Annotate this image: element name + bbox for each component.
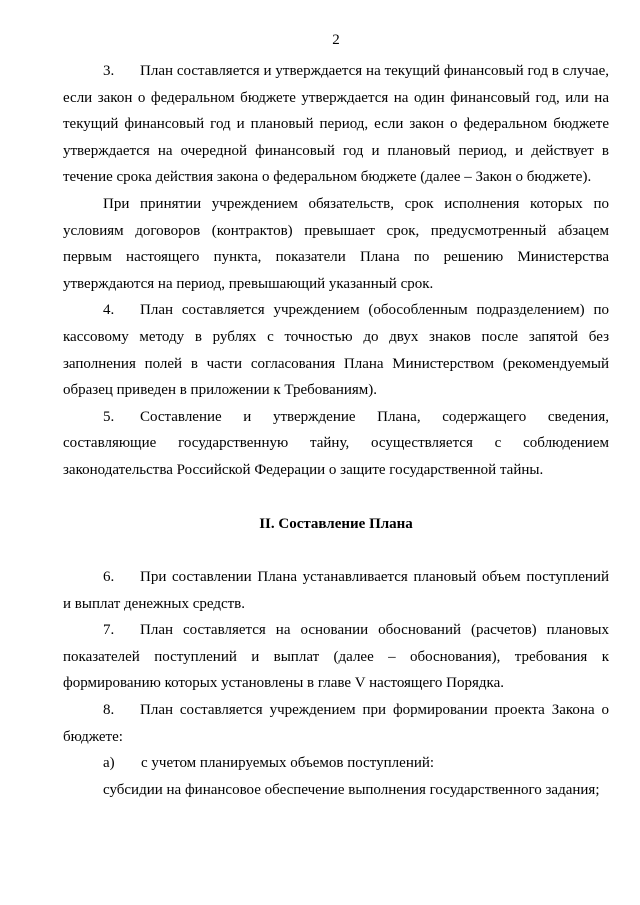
paragraph-text: с учетом планируемых объемов поступлений: bbox=[141, 755, 435, 772]
item-number: 8. bbox=[103, 702, 115, 719]
section-heading: II. Составление Плана bbox=[259, 515, 413, 532]
item-number: 3. bbox=[103, 63, 115, 79]
page-number: 2 bbox=[332, 32, 340, 48]
paragraph-3 bbox=[63, 58, 609, 191]
paragraph-8 bbox=[63, 697, 609, 750]
paragraph-text: План составляется и утверждается на текущий финансовый год в случае, если закон о федеральном бюджете утверждается на один финансовый год, или на текущий финансовый год и плановый период, если закон о федеральном бюджете утверждается на очередной финансовый год и плановый период, и действует в течение срока действия закона о федеральном бюджете (далее – Закон о бюджете). bbox=[63, 63, 609, 186]
paragraph-text: При составлении Плана устанавливается плановый объем поступлений и выплат денежных средств. bbox=[63, 569, 609, 612]
subitem-a bbox=[63, 750, 609, 777]
paragraph-7 bbox=[63, 617, 609, 697]
paragraph-text: Составление и утверждение Плана, содержащего сведения, составляющие государственную тайну, осуществляется с соблюдением законодательства Российской Федерации о защите государственной тайны. bbox=[63, 408, 609, 478]
paragraph-subsidy bbox=[63, 777, 609, 804]
item-letter: а) bbox=[103, 755, 115, 772]
paragraph-text: субсидии на финансовое обеспечение выполнения государственного задания; bbox=[103, 781, 600, 798]
paragraph-3-continued bbox=[63, 191, 609, 297]
paragraph-text: План составляется учреждением (обособленным подразделением) по кассовому методу в рублях с точностью до двух знаков после запятой без заполнения полей в части согласования Плана Министерством (рекомендуемый образец приведен в приложении к Требованиям). bbox=[63, 302, 609, 399]
item-number: 4. bbox=[103, 302, 115, 319]
paragraph-text: План составляется учреждением при формировании проекта Закона о бюджете: bbox=[63, 702, 609, 745]
item-number: 5. bbox=[103, 408, 115, 425]
paragraph-text: План составляется на основании обоснований (расчетов) плановых показателей поступлений и выплат (далее – обоснования), требования к формированию которых установлены в главе V настоящего Порядка. bbox=[63, 622, 609, 692]
item-number: 7. bbox=[103, 622, 115, 639]
paragraph-4 bbox=[63, 297, 609, 403]
paragraph-6 bbox=[63, 564, 609, 617]
paragraph-5 bbox=[63, 404, 609, 484]
paragraph-text: При принятии учреждением обязательств, срок исполнения которых по условиям договоров (контрактов) превышает срок, предусмотренный абзацем первым настоящего пункта, показатели Плана по решению Министерства утверждаются на период, превышающий указанный срок. bbox=[63, 195, 609, 292]
item-number: 6. bbox=[103, 569, 115, 586]
